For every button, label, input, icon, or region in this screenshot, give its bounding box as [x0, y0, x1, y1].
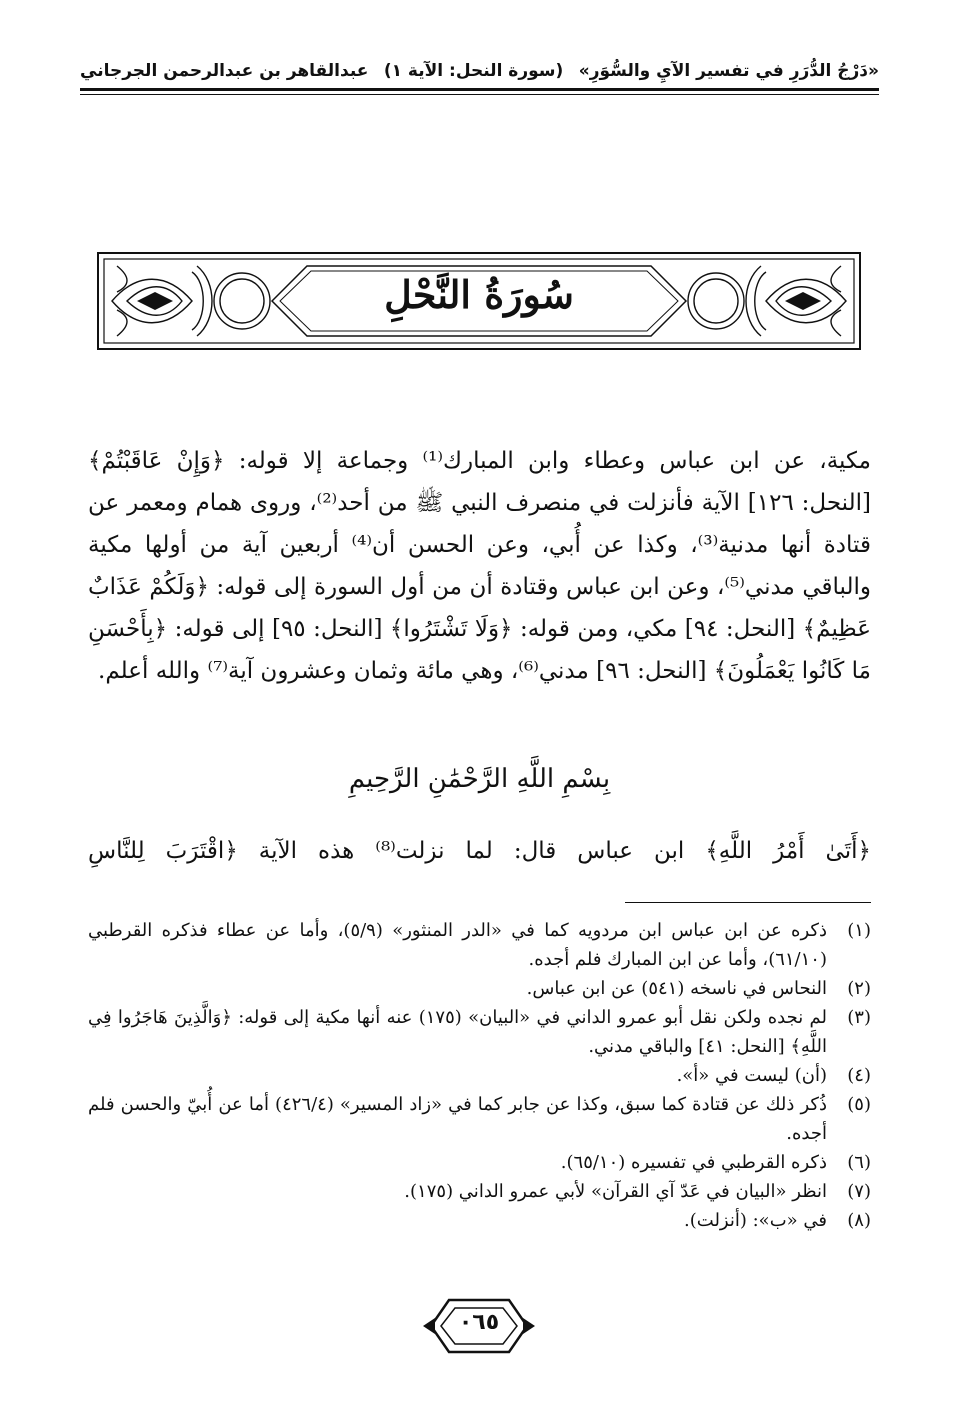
footnote-text: انظر «البيان في عَدّ آي القرآن» لأبي عمرو الداني (١٧٥). — [404, 1181, 827, 1202]
footnote-text: ذكره القرطبي في تفسيره (٦٥/١٠). — [560, 1152, 827, 1173]
footnote-text: ذُكر ذلك عن قتادة كما سبق، وكذا عن جابر كما في «زاد المسير» (٤٢٦/٤) أما عن أُبيّ والحسن فلم أجده. — [88, 1094, 827, 1144]
footnote-number: (١) — [847, 920, 871, 941]
footnote-number: (٥) — [847, 1094, 871, 1115]
basmala: بِسْمِ اللَّهِ الرَّحْمَٰنِ الرَّحِيمِ — [348, 764, 611, 794]
footnote-number: (٨) — [847, 1210, 871, 1231]
footnote — [88, 1148, 871, 1177]
footnote — [88, 1090, 871, 1148]
footnote-text: لم نجده ولكن نقل أبو عمرو الداني في «البيان» (١٧٥) عنه أنها مكية إلى قوله: ﴿وَالَّذِينَ هَاجَرُوا فِي اللَّهِ﴾ [النحل: ٤١] والباقي مدني. — [88, 1007, 827, 1057]
header-rule-thin — [80, 94, 879, 95]
footnote-text: ذكره عن ابن عباس ابن مردويه كما في «الدر المنثور» (٥/٩)، وأما عن عطاء فذكره القرطبي (٦١/١٠)، وأما عن ابن المبارك فلم أجده. — [88, 920, 827, 970]
footnote-number: (٣) — [847, 1007, 871, 1028]
intro-paragraph: مكية، عن ابن عباس وعطاء وابن المبارك⁽¹⁾ وجماعة إلا قوله: ﴿وَإِنْ عَاقَبْتُمْ﴾ [النحل: ١٢٦] الآية فأنزلت في منصرف النبي ﷺ من أحد⁽²⁾، وروى همام ومعمر عن قتادة أنها مدنية⁽³⁾، وكذا عن أُبي، وعن الحسن أن⁽⁴⁾ أربعين آية من أولها مكية والباقي مدني⁽⁵⁾، وعن ابن عباس وقتادة أن من أول السورة إلى قوله: ﴿وَلَكُمْ عَذَابٌ عَظِيمٌ﴾ [النحل: ٩٤] مكي، ومن قوله: ﴿وَلَا تَشْتَرُوا﴾ [النحل: ٩٥] إلى قوله: ﴿بِأَحْسَنِ مَا كَانُوا يَعْمَلُونَ﴾ [النحل: ٩٦] مدني⁽⁶⁾، وهي مائة وثمان وعشرون آية⁽⁷⁾ والله أعلم. — [88, 448, 871, 684]
footnote-number: (٤) — [847, 1065, 871, 1086]
verse-commentary-line: ﴿أَتَىٰ أَمْرُ اللَّهِ﴾ ابن عباس قال: لما نزلت⁽⁸⁾ هذه الآية ﴿اقْتَرَبَ لِلنَّاسِ — [88, 838, 871, 864]
main-paragraph — [88, 440, 871, 692]
footnote-separator — [625, 902, 871, 903]
surah-title-banner — [97, 252, 861, 350]
header-rule — [80, 88, 879, 91]
footnote-text: في «ب»: (أنزلت). — [684, 1210, 827, 1231]
header-book-title: «دَرْجُ الدُّرَرِ في تفسير الآيِ والسُّوَرِ» — [578, 61, 879, 81]
header-author: عبدالقاهر بن عبدالرحمن الجرجاني — [80, 61, 369, 81]
page-number-ornament — [421, 1290, 537, 1362]
surah-title: سُورَةُ النَّحْلِ — [384, 272, 574, 317]
footnote-number: (٧) — [847, 1181, 871, 1202]
footnote — [88, 916, 871, 974]
footnote-number: (٦) — [847, 1152, 871, 1173]
footnote-text: (أن) ليست في «أ». — [676, 1065, 827, 1086]
footnote-number: (٢) — [847, 978, 871, 999]
footnote — [88, 1206, 871, 1235]
footnote — [88, 974, 871, 1003]
running-header — [80, 58, 879, 84]
footnote — [88, 1003, 871, 1061]
footnote-text: النحاس في ناسخه (٥٤١) عن ابن عباس. — [526, 978, 827, 999]
footnote — [88, 1061, 871, 1090]
footnote — [88, 1177, 871, 1206]
page-number: ٠٦٥ — [458, 1310, 500, 1335]
footnotes — [88, 916, 871, 1235]
header-surah-verse: (سورة النحل: الآية ١) — [383, 61, 564, 81]
